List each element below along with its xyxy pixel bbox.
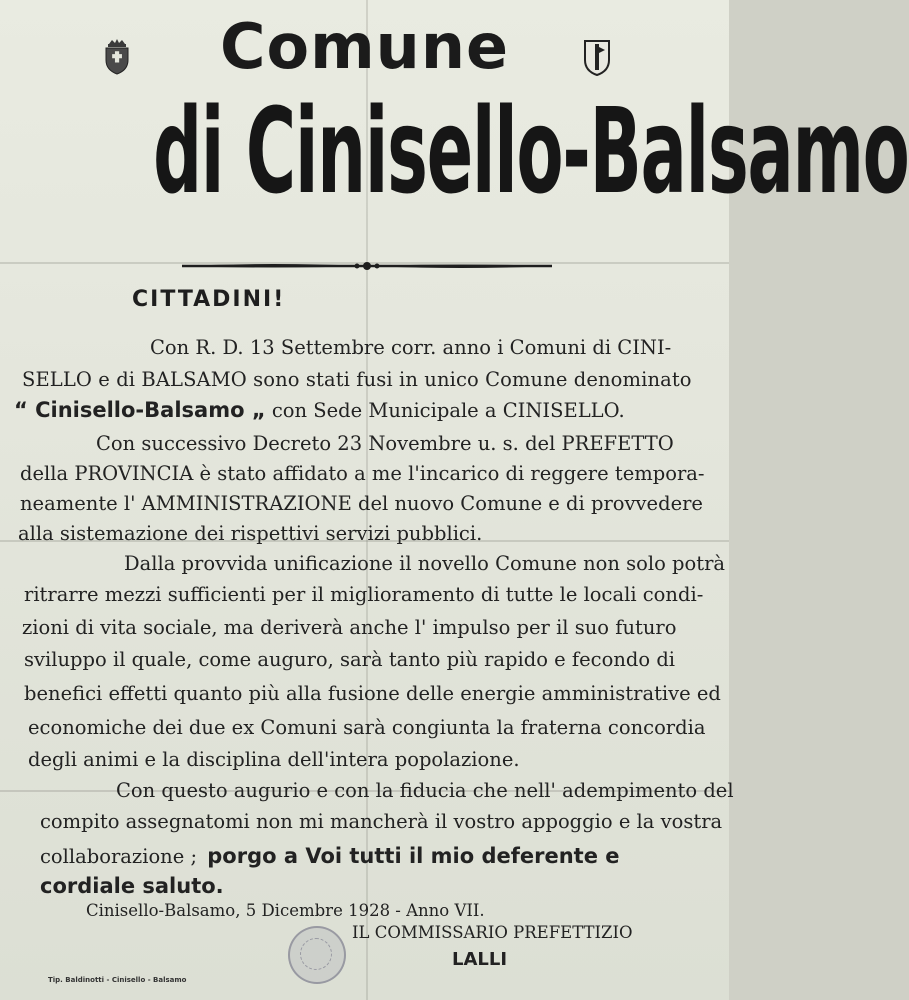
- text-line: Con successivo Decreto 23 Novembre u. s. del PREFETTO: [96, 432, 674, 455]
- text-line: [14, 398, 625, 422]
- text-line: sviluppo il quale, come auguro, sarà tanto più rapido e fecondo di: [24, 648, 676, 671]
- text-line: degli animi e la disciplina dell'intera popolazione.: [28, 748, 520, 771]
- printer-credit: Tip. Baldinotti - Cinisello - Balsamo: [48, 976, 187, 984]
- salutation: CITTADINI!: [132, 287, 286, 312]
- text-line: [40, 844, 620, 868]
- text-line: economiche dei due ex Comuni sarà congiunta la fraterna concordia: [28, 716, 706, 739]
- text-line: SELLO e di BALSAMO sono stati fusi in unico Comune denominato: [22, 368, 692, 391]
- dateline: Cinisello-Balsamo, 5 Dicembre 1928 - Anno VII.: [86, 901, 485, 920]
- text-fragment: con Sede Municipale a CINISELLO.: [265, 399, 625, 422]
- text-line: Con R. D. 13 Settembre corr. anno i Comuni di CINI-: [150, 336, 672, 359]
- text-line: benefici effetti quanto più alla fusione delle energie amministrative ed: [24, 682, 721, 705]
- signatory-name: LALLI: [452, 949, 508, 970]
- city-name-inline: “ Cinisello-Balsamo „: [14, 398, 266, 422]
- title-city: di Cinisello-Balsamo: [153, 82, 909, 220]
- official-stamp: [288, 926, 346, 984]
- closing-greeting: cordiale saluto.: [40, 874, 224, 898]
- text-line: Dalla provvida unificazione il novello Comune non solo potrà: [124, 552, 726, 575]
- title-comune: Comune: [219, 10, 510, 83]
- text-line: Con questo augurio e con la fiducia che nell' adempimento del: [116, 779, 734, 802]
- ornamental-rule: [182, 258, 552, 274]
- text-line: neamente l' AMMINISTRAZIONE del nuovo Comune e di provvedere: [20, 492, 703, 515]
- text-line: compito assegnatomi non mi mancherà il vostro appoggio e la vostra: [40, 810, 723, 833]
- closing-greeting: porgo a Voi tutti il mio deferente e: [207, 844, 620, 868]
- text-line: alla sistemazione dei rispettivi servizi pubblici.: [18, 522, 483, 545]
- signatory-title: IL COMMISSARIO PREFETTIZIO: [352, 923, 633, 942]
- text-line: zioni di vita sociale, ma deriverà anche l' impulso per il suo futuro: [22, 616, 677, 639]
- text-line: ritrarre mezzi sufficienti per il miglioramento di tutte le locali condi-: [24, 583, 704, 606]
- text-line: della PROVINCIA è stato affidato a me l'incarico di reggere tempora-: [20, 462, 705, 485]
- text-fragment: collaborazione ;: [40, 845, 198, 868]
